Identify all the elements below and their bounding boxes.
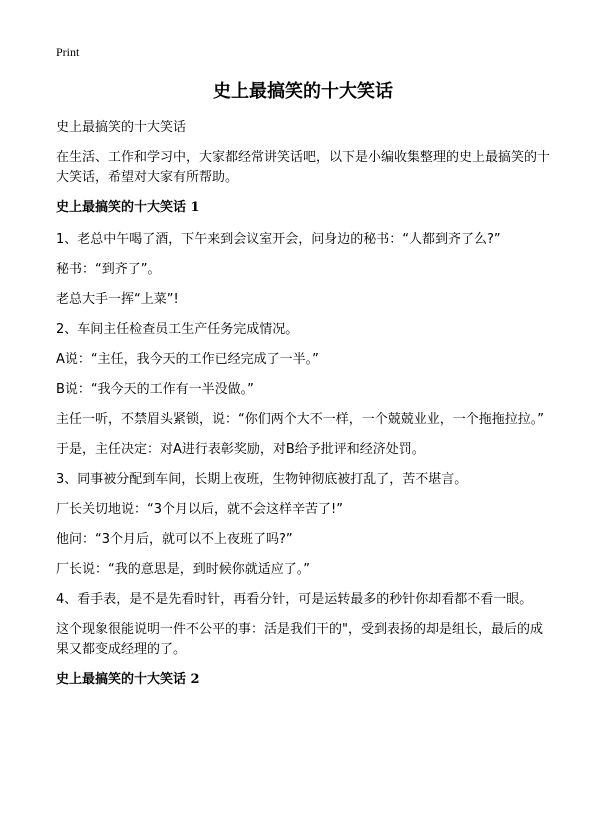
paragraph: B说：“我今天的工作有一半没做。” (56, 382, 254, 397)
intro-paragraph: 在生活、工作和学习中，大家都经常讲笑话吧，以下是小编收集整理的史上最搞笑的十大笑话，希望对大家有所帮助。 (56, 150, 551, 185)
paragraph: 4、看手表，是不是先看时针，再看分针，可是运转最多的秒针你却看都不看一眼。 (56, 592, 533, 607)
paragraph: 秘书：“到齐了”。 (56, 262, 161, 277)
paragraph: 厂长说：“我的意思是，到时候你就适应了。” (56, 562, 310, 577)
paragraph: 这个现象很能说明一件不公平的事：活是我们干的"，受到表扬的却是组长，最后的成果又都变成经理的了。 (56, 622, 543, 657)
paragraph: 1、老总中午喝了酒，下午来到会议室开会，问身边的秘书：“人都到齐了么?” (56, 232, 501, 247)
paragraph: 3、同事被分配到车间，长期上夜班，生物钟彻底被打乱了，苦不堪言。 (56, 472, 468, 487)
paragraph: 老总大手一挥“上菜”! (56, 292, 179, 307)
section-heading-2: 史上最搞笑的十大笑话 2 (56, 672, 200, 687)
print-label: Print (56, 45, 80, 59)
paragraph: 他问：“3个月后，就可以不上夜班了吗?” (56, 532, 293, 547)
paragraph: 主任一听，不禁眉头紧锁，说：“你们两个大不一样，一个兢兢业业，一个拖拖拉拉。” (56, 412, 544, 427)
subtitle-paragraph: 史上最搞笑的十大笑话 (56, 120, 187, 135)
paragraph: 于是，主任决定：对A进行表彰奖励，对B给予批评和经济处罚。 (56, 442, 425, 457)
section-heading-1: 史上最搞笑的十大笑话 1 (56, 200, 200, 215)
page-title: 史上最搞笑的十大笑话 (213, 81, 393, 102)
document-body (56, 118, 550, 690)
paragraph: 厂长关切地说：“3个月以后，就不会这样辛苦了!” (56, 502, 343, 517)
paragraph: 2、车间主任检查员工生产任务完成情况。 (56, 322, 299, 337)
paragraph: A说：“主任，我今天的工作已经完成了一半。” (56, 352, 319, 367)
